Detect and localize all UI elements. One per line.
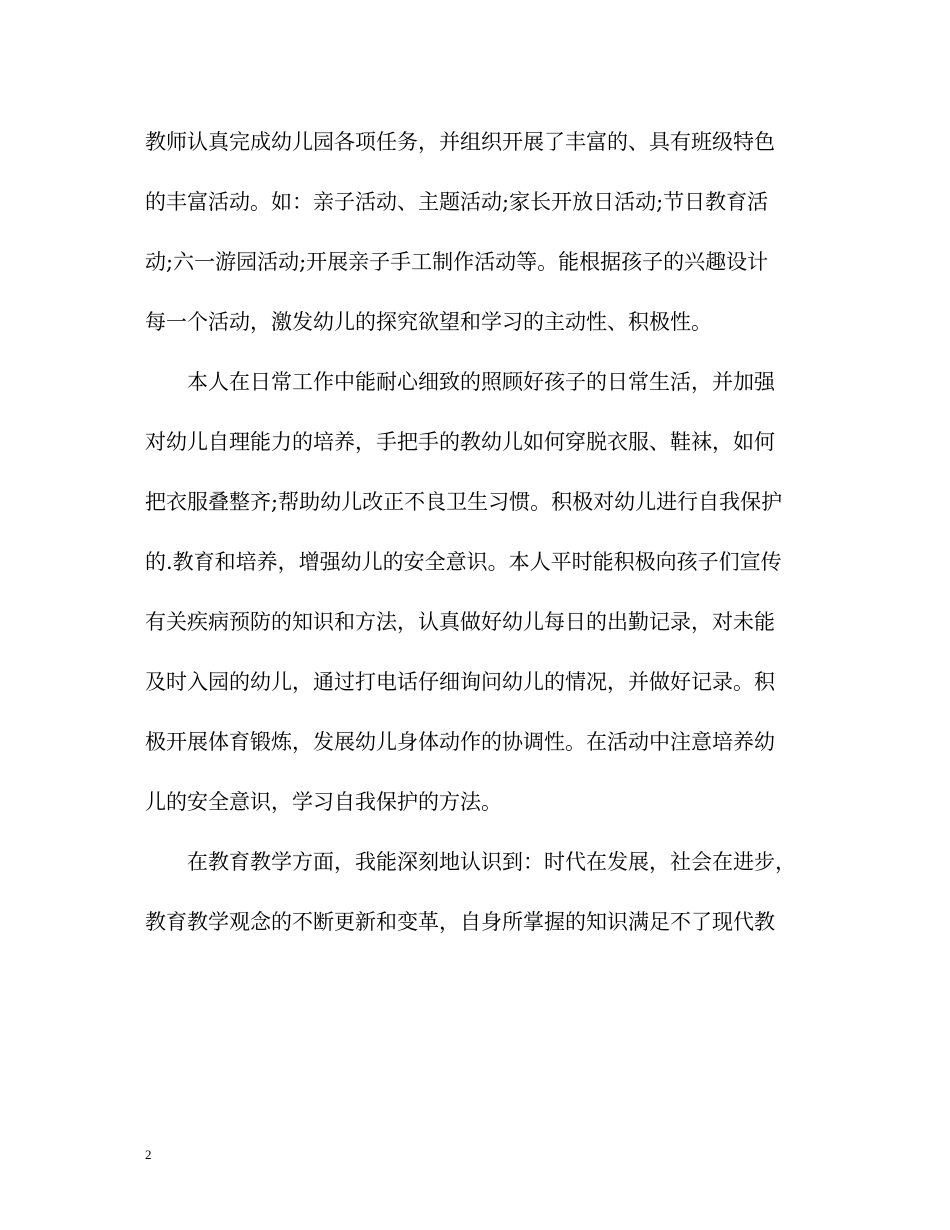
text-line: 儿的安全意识，学习自我保护的方法。 <box>145 790 502 814</box>
body-text <box>145 112 810 952</box>
text-line: 把衣服叠整齐;帮助幼儿改正不良卫生习惯。积极对幼儿进行自我保护 <box>145 490 783 514</box>
text-line: 对幼儿自理能力的培养，手把手的教幼儿如何穿脱衣服、鞋袜，如何 <box>145 430 775 454</box>
text-line: 极开展体育锻炼，发展幼儿身体动作的协调性。在活动中注意培养幼 <box>145 730 775 754</box>
text-line: 本人在日常工作中能耐心细致的照顾好孩子的日常生活，并加强 <box>187 370 775 394</box>
paragraph-3 <box>145 832 810 952</box>
text-line: 教育教学观念的不断更新和变革，自身所掌握的知识满足不了现代教 <box>145 910 775 934</box>
paragraph-1 <box>145 112 810 352</box>
text-line: 有关疾病预防的知识和方法，认真做好幼儿每日的出勤记录，对未能 <box>145 610 775 634</box>
text-line: 及时入园的幼儿，通过打电话仔细询问幼儿的情况，并做好记录。积 <box>145 670 775 694</box>
text-line: 动;六一游园活动;开展亲子手工制作活动等。能根据孩子的兴趣设计 <box>145 250 769 274</box>
text-line: 的丰富活动。如：亲子活动、主题活动;家长开放日活动;节日教育活 <box>145 190 769 214</box>
text-line: 每一个活动，激发幼儿的探究欲望和学习的主动性、积极性。 <box>145 310 712 334</box>
page-number: 2 <box>145 1147 152 1162</box>
paragraph-2 <box>145 352 810 832</box>
text-line: 的.教育和培养，增强幼儿的安全意识。本人平时能积极向孩子们宣传 <box>145 550 782 574</box>
text-line: 教师认真完成幼儿园各项任务，并组织开展了丰富的、具有班级特色 <box>145 130 775 154</box>
text-line: 在教育教学方面，我能深刻地认识到：时代在发展，社会在进步， <box>187 850 796 874</box>
